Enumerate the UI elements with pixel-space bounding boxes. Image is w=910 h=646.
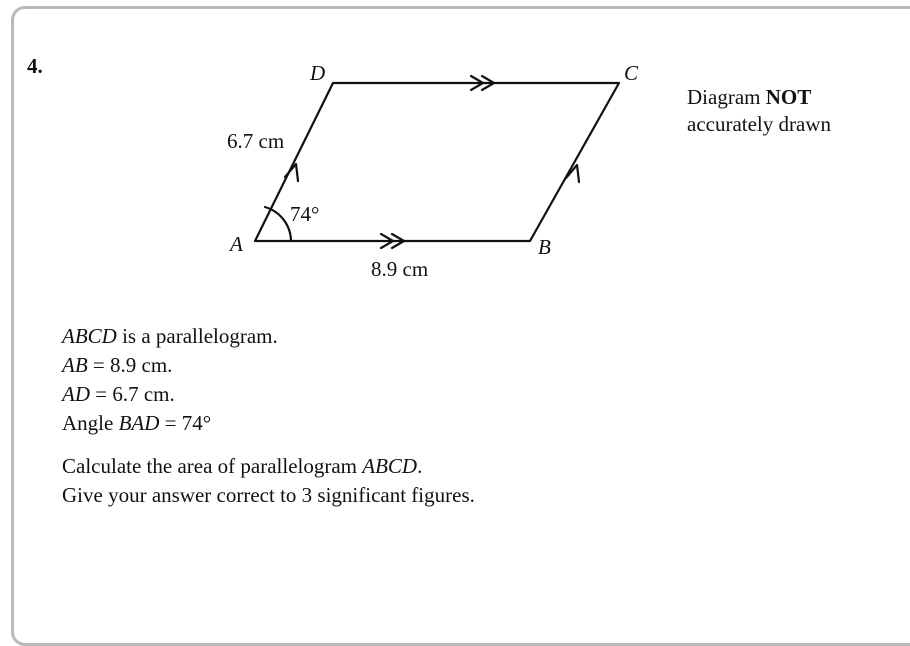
note-line-2: accurately drawn <box>687 112 831 136</box>
vertex-label-c: C <box>624 61 639 85</box>
question-number: 4. <box>27 54 43 78</box>
task-line-2: Give your answer correct to 3 significant figures. <box>62 483 475 507</box>
vertex-label-a: A <box>230 232 243 256</box>
note-not: NOT <box>765 85 812 109</box>
vertex-label-d: D <box>310 61 326 85</box>
statement-line-3: AD = 6.7 cm. <box>62 382 175 406</box>
diagram-note <box>687 84 831 138</box>
note-line-1: Diagram NOT <box>687 85 812 109</box>
side-label-ad: 6.7 cm <box>227 129 285 153</box>
given-statements <box>62 322 278 438</box>
vertex-label-b: B <box>538 235 551 259</box>
task-line-1: Calculate the area of parallelogram ABCD. <box>62 454 423 478</box>
task-instructions <box>62 452 475 510</box>
statement-line-4: Angle BAD = 74° <box>62 411 212 435</box>
statement-line-2: AB = 8.9 cm. <box>62 353 173 377</box>
statement-line-1: ABCD is a parallelogram. <box>62 324 278 348</box>
angle-label: 74° <box>290 202 320 226</box>
side-label-ab: 8.9 cm <box>371 257 429 281</box>
